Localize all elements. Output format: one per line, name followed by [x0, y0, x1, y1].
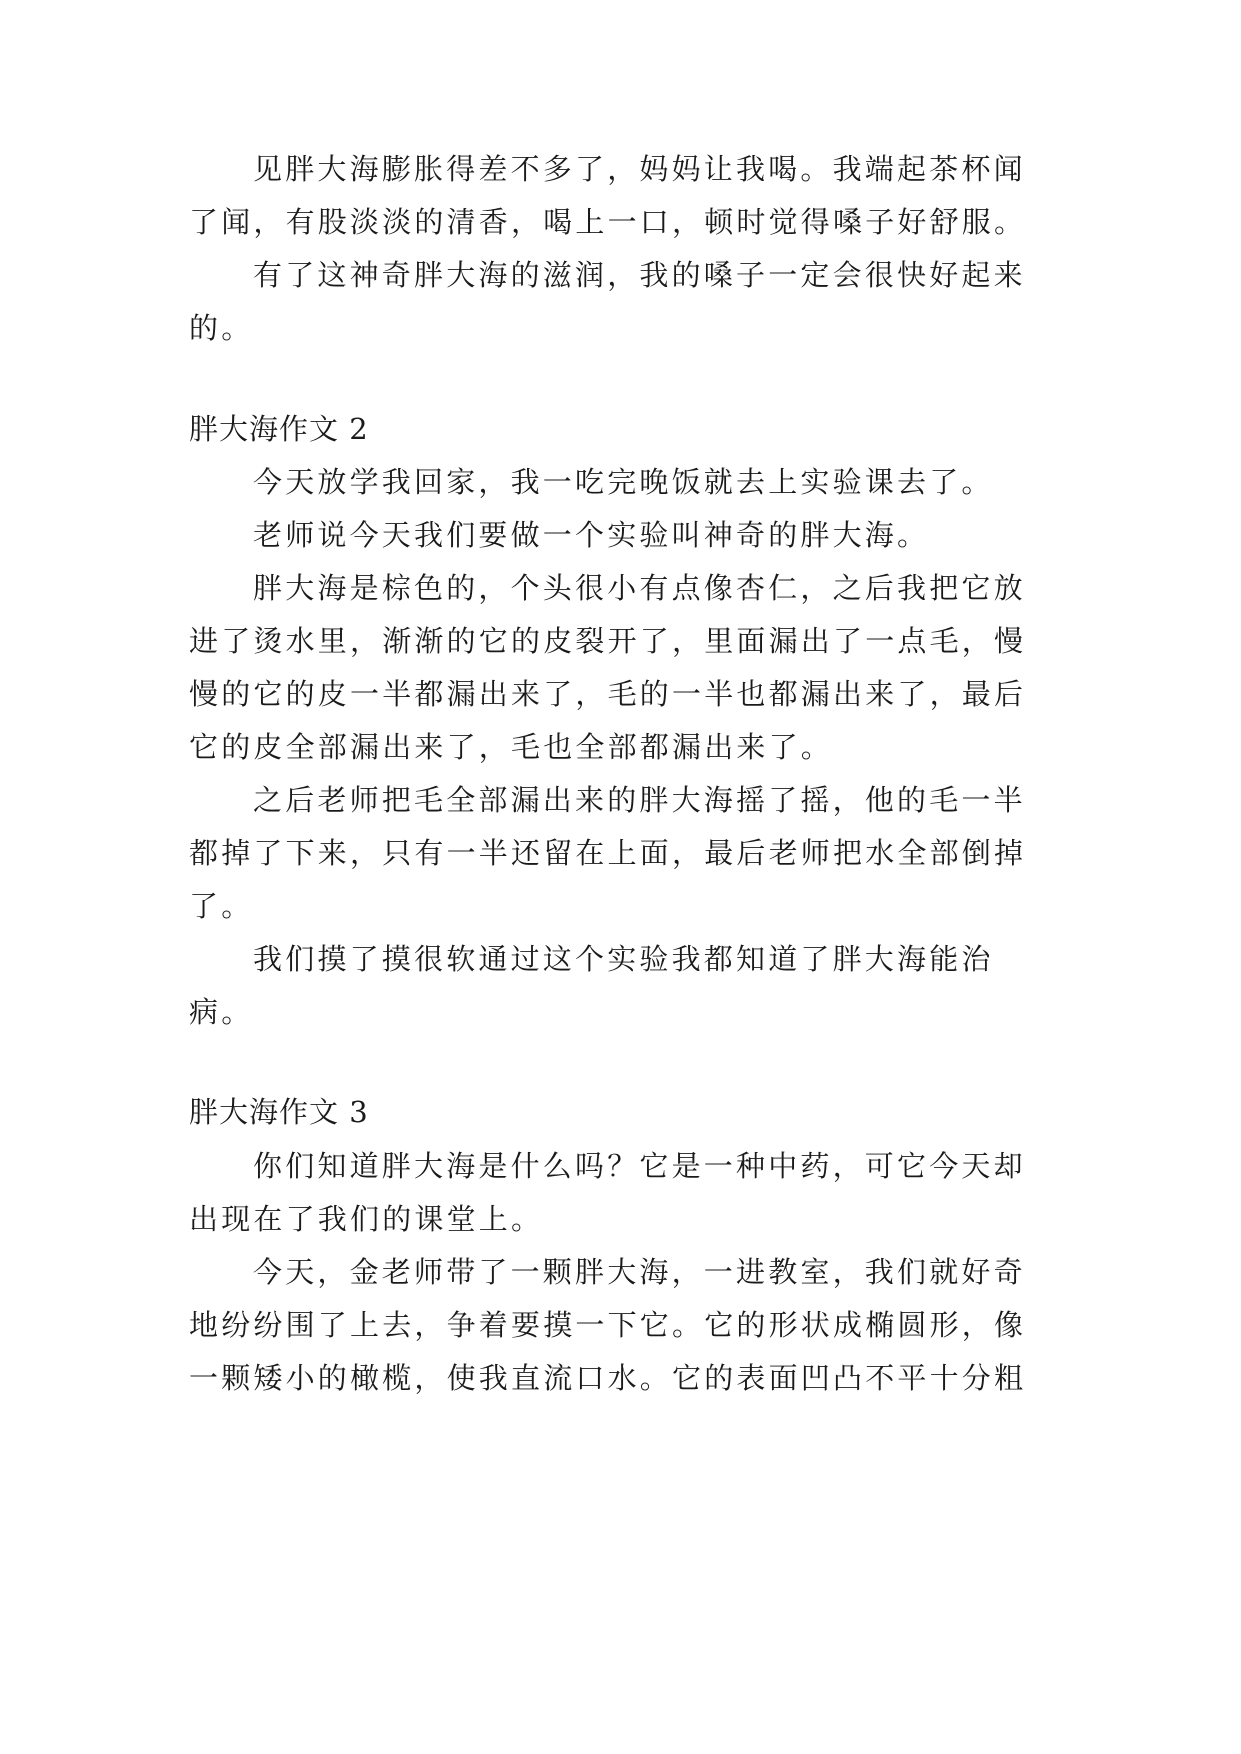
paragraph-line: 的。 — [189, 311, 254, 345]
paragraph-line: 都掉了下来，只有一半还留在上面，最后老师把水全部倒掉 — [189, 836, 1027, 870]
paragraph-line: 它的皮全部漏出来了，毛也全部都漏出来了。 — [189, 730, 834, 764]
paragraph-line: 进了烫水里，渐渐的它的皮裂开了，里面漏出了一点毛，慢 — [189, 624, 1027, 658]
paragraph-line: 老师说今天我们要做一个实验叫神奇的胖大海。 — [253, 518, 930, 552]
section-heading: 胖大海作文 3 — [189, 1095, 369, 1129]
paragraph-line: 胖大海是棕色的，个头很小有点像杏仁，之后我把它放 — [253, 571, 1026, 605]
paragraph-line: 出现在了我们的课堂上。 — [189, 1202, 544, 1236]
paragraph-line: 之后老师把毛全部漏出来的胖大海摇了摇，他的毛一半 — [253, 783, 1026, 817]
paragraph-line: 今天，金老师带了一颗胖大海，一进教室，我们就好奇 — [253, 1255, 1026, 1289]
paragraph-line: 慢的它的皮一半都漏出来了，毛的一半也都漏出来了，最后 — [189, 677, 1027, 711]
paragraph-line: 我们摸了摸很软通过这个实验我都知道了胖大海能治 — [253, 942, 994, 976]
paragraph-line: 了闻，有股淡淡的清香，喝上一口，顿时觉得嗓子好舒服。 — [189, 205, 1027, 239]
paragraph-line: 一颗矮小的橄榄，使我直流口水。它的表面凹凸不平十分粗 — [189, 1361, 1027, 1395]
paragraph-line: 地纷纷围了上去，争着要摸一下它。它的形状成椭圆形，像 — [189, 1308, 1027, 1342]
paragraph-line: 了。 — [189, 889, 254, 923]
paragraph-line: 病。 — [189, 995, 254, 1029]
paragraph-line: 今天放学我回家，我一吃完晚饭就去上实验课去了。 — [253, 465, 994, 499]
paragraph-line: 有了这神奇胖大海的滋润，我的嗓子一定会很快好起来 — [253, 258, 1026, 292]
paragraph-line: 你们知道胖大海是什么吗？它是一种中药，可它今天却 — [253, 1149, 1026, 1183]
section-heading: 胖大海作文 2 — [189, 412, 369, 446]
paragraph-line: 见胖大海膨胀得差不多了，妈妈让我喝。我端起茶杯闻 — [253, 152, 1026, 186]
